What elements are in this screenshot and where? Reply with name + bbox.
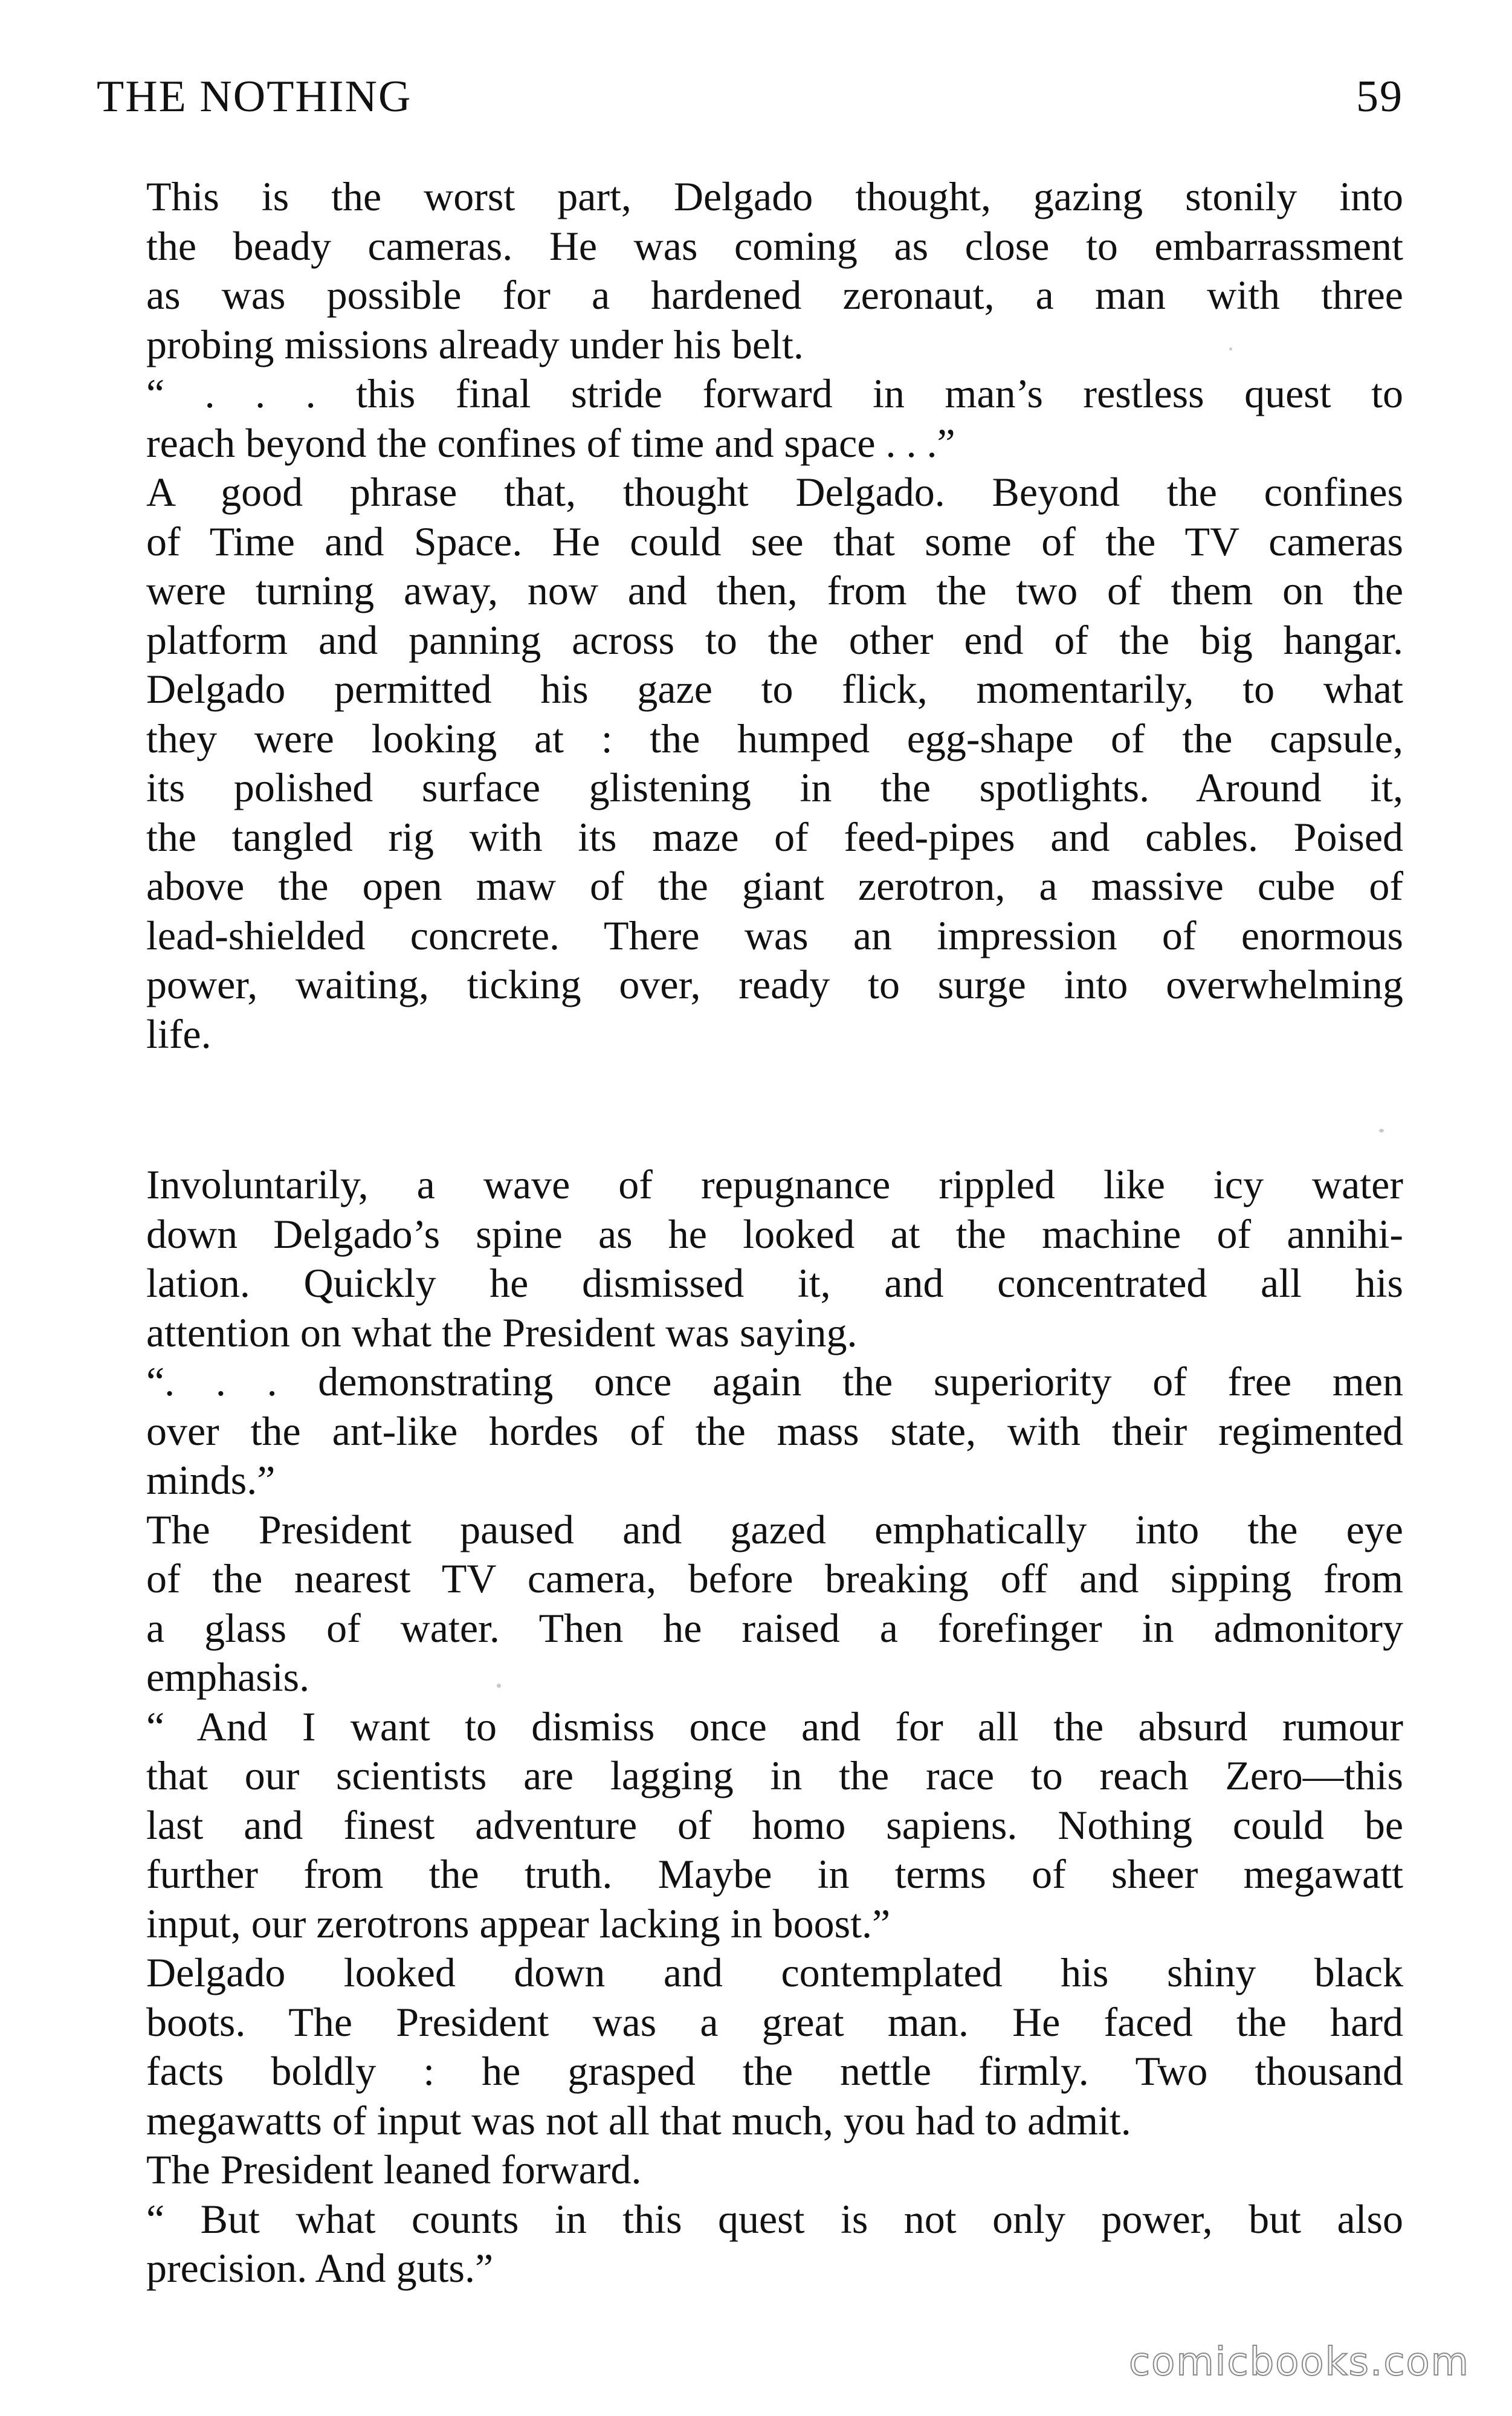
text-line: Involuntarily, a wave of repugnance rippled like icy water: [146, 1161, 1403, 1207]
text-line: its polished surface glistening in the spotlights. Around it,: [146, 764, 1403, 810]
text-line: minds.”: [146, 1457, 276, 1503]
text-line: The President leaned forward.: [146, 2146, 642, 2192]
text-line: the tangled rig with its maze of feed-pipes and cables. Poised: [146, 813, 1403, 860]
text-line: precision. And guts.”: [146, 2245, 494, 2291]
text-line: over the ant-like hordes of the mass state, with their regimented: [146, 1407, 1403, 1454]
watermark: comicbooks.com: [1128, 2340, 1470, 2385]
page-number: 59: [1356, 72, 1403, 121]
text-line: “ But what counts in this quest is not only power, but also: [146, 2195, 1403, 2242]
paragraph: [97, 468, 1403, 665]
scan-speck: [497, 1684, 501, 1688]
text-line: last and finest adventure of homo sapiens. Nothing could be: [146, 1801, 1403, 1848]
running-head: [97, 71, 1403, 138]
paragraph: [97, 1160, 1403, 1357]
text-line: Delgado looked down and contemplated his shiny black: [146, 1949, 1403, 1995]
text-line: as was possible for a hardened zeronaut, a man with three: [146, 272, 1403, 318]
text-line: boots. The President was a great man. He faced the hard: [146, 1998, 1403, 2045]
text-line: of the nearest TV camera, before breaking off and sipping from: [146, 1555, 1403, 1601]
paragraph: [97, 1948, 1403, 2145]
text-line: This is the worst part, Delgado thought, gazing stonily into: [146, 173, 1403, 219]
paragraph: [97, 2145, 1403, 2195]
text-line: that our scientists are lagging in the race to reach Zero—this: [146, 1752, 1403, 1798]
text-line: down Delgado’s spine as he looked at the machine of annihi-: [146, 1210, 1403, 1257]
text-line: a glass of water. Then he raised a forefinger in admonitory: [146, 1604, 1403, 1651]
text-line: megawatts of input was not all that much, you had to admit.: [146, 2097, 1131, 2143]
text-section-1: [97, 172, 1403, 1059]
text-line: lation. Quickly he dismissed it, and concentrated all his: [146, 1260, 1403, 1306]
text-line: emphasis.: [146, 1654, 310, 1700]
text-line: “ . . . this final stride forward in man’s restless quest to: [146, 370, 1403, 416]
paragraph: [97, 1357, 1403, 1505]
paragraph: [97, 1505, 1403, 1702]
text-line: further from the truth. Maybe in terms of sheer megawatt: [146, 1851, 1403, 1897]
paragraph: [97, 369, 1403, 468]
text-line: the beady cameras. He was coming as close to embarrassment: [146, 222, 1403, 269]
text-line: above the open maw of the giant zerotron, a massive cube of: [146, 863, 1403, 909]
text-line: attention on what the President was saying.: [146, 1309, 858, 1355]
text-line: “ And I want to dismiss once and for all the absurd rumour: [146, 1703, 1403, 1749]
text-line: life.: [146, 1010, 212, 1057]
text-line: The President paused and gazed emphatically into the eye: [146, 1506, 1403, 1552]
text-line: reach beyond the confines of time and space . . .”: [146, 419, 955, 466]
chapter-title: THE NOTHING: [97, 72, 412, 121]
text-line: input, our zerotrons appear lacking in boost.”: [146, 1900, 891, 1946]
text-line: “. . . demonstrating once again the superiority of free men: [146, 1358, 1403, 1404]
scan-speck: [1229, 347, 1232, 350]
text-section-2: [97, 1160, 1403, 2293]
text-line: platform and panning across to the other end of the big hangar.: [146, 616, 1403, 663]
scan-speck: [1379, 1129, 1384, 1132]
paragraph: [97, 172, 1403, 369]
paragraph: [97, 2195, 1403, 2293]
paragraph: [97, 665, 1403, 1059]
text-line: probing missions already under his belt.: [146, 321, 804, 367]
paragraph: [97, 1702, 1403, 1949]
text-line: facts boldly : he grasped the nettle firmly. Two thousand: [146, 2048, 1403, 2094]
text-line: lead-shielded concrete. There was an impression of enormous: [146, 912, 1403, 958]
text-line: A good phrase that, thought Delgado. Beyond the confines: [146, 469, 1403, 515]
text-line: of Time and Space. He could see that some of the TV cameras: [146, 518, 1403, 564]
text-line: power, waiting, ticking over, ready to surge into overwhelming: [146, 961, 1403, 1007]
text-line: were turning away, now and then, from the two of them on the: [146, 567, 1403, 613]
text-line: they were looking at : the humped egg-shape of the capsule,: [146, 715, 1403, 761]
text-line: Delgado permitted his gaze to flick, momentarily, to what: [146, 666, 1403, 712]
